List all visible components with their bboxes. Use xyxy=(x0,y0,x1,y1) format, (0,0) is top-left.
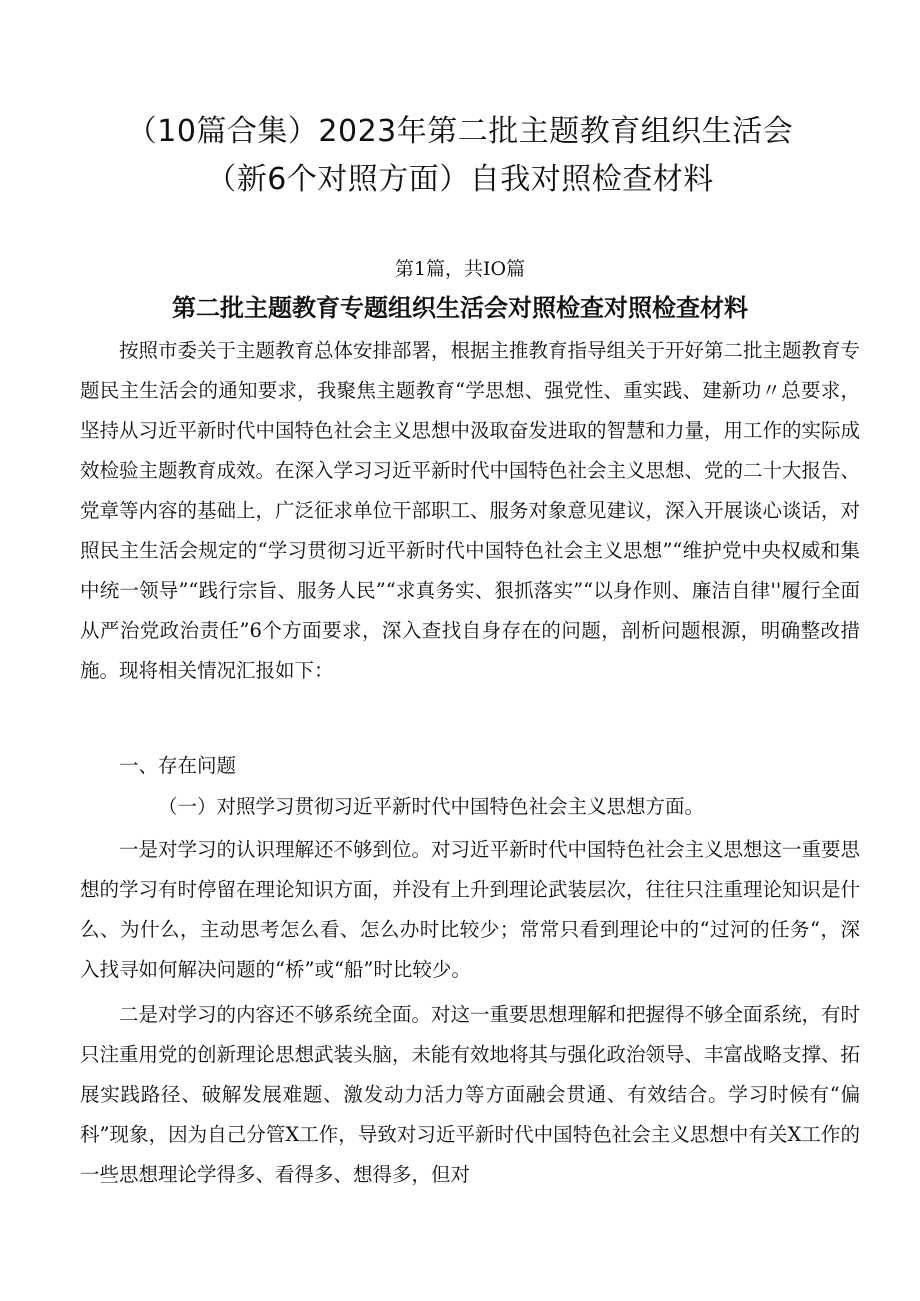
heading-problems: 一、存在问题 xyxy=(119,754,237,777)
intro-paragraph: 按照市委关于主题教育总体安排部署，根据主推教育指导组关于开好第二批主题教育专题民主生活会的通知要求，我聚焦主题教育“学思想、强党性、重实践、建新功〃总要求，坚持从习近平新时代中国特色社会主义思想中汲取奋发进取的智慧和力量，用工作的实际成效检验主题教育成效。在深入学习习近平新时代中国特色社会主义思想、党的二十大报告、党章等内容的基础上，广泛征求单位干部职工、服务对象意见建议，深入开展谈心谈话，对照民主生活会规定的“学习贯彻习近平新时代中国特色社会主义思想”“维护党中央权威和集中统一领导”“践行宗旨、服务人民”“求真务实、狠抓落实”“以身作则、廉洁自律''履行全面从严治党政治责任”6个方面要求，深入查找自身存在的问题，剖析问题根源，明确整改措施。现将相关情况汇报如下： xyxy=(80,339,861,682)
section-title: 第二批主题教育专题组织生活会对照检查对照检查材料 xyxy=(172,294,748,322)
document-title xyxy=(60,108,860,204)
part-label: 第1篇，共IO篇 xyxy=(394,258,526,280)
document-title-line-2: （新6个对照方面）自我对照检查材料 xyxy=(206,162,714,197)
point-1-paragraph: 一是对学习的认识理解还不够到位。对习近平新时代中国特色社会主义思想这一重要思想的学习有时停留在理论知识方面，并没有上升到理论武装层次，往往只注重理论知识是什么、为什么，主动思考怎么看、怎么办时比较少；常常只看到理论中的“过河的任务“，深入找寻如何解决问题的“桥”或“船”时比较少。 xyxy=(80,838,861,981)
document-title-line-1: （10篇合集）2023年第二批主题教育组织生活会 xyxy=(126,114,794,149)
heading-subsection-1: （一）对照学习贯彻习近平新时代中国特色社会主义思想方面。 xyxy=(158,795,705,818)
point-2-paragraph: 二是对学习的内容还不够系统全面。对这一重要思想理解和把握得不够全面系统，有时只注重用党的创新理论思想武装头脑，未能有效地将其与强化政治领导、丰富战略支撑、拓展实践路径、破解发展难题、激发动力活力等方面融会贯通、有效结合。学习时候有“偏科”现象，因为自己分管X工作，导致对习近平新时代中国特色社会主义思想中有关X工作的一些思想理论学得多、看得多、想得多，但对 xyxy=(80,1003,861,1186)
